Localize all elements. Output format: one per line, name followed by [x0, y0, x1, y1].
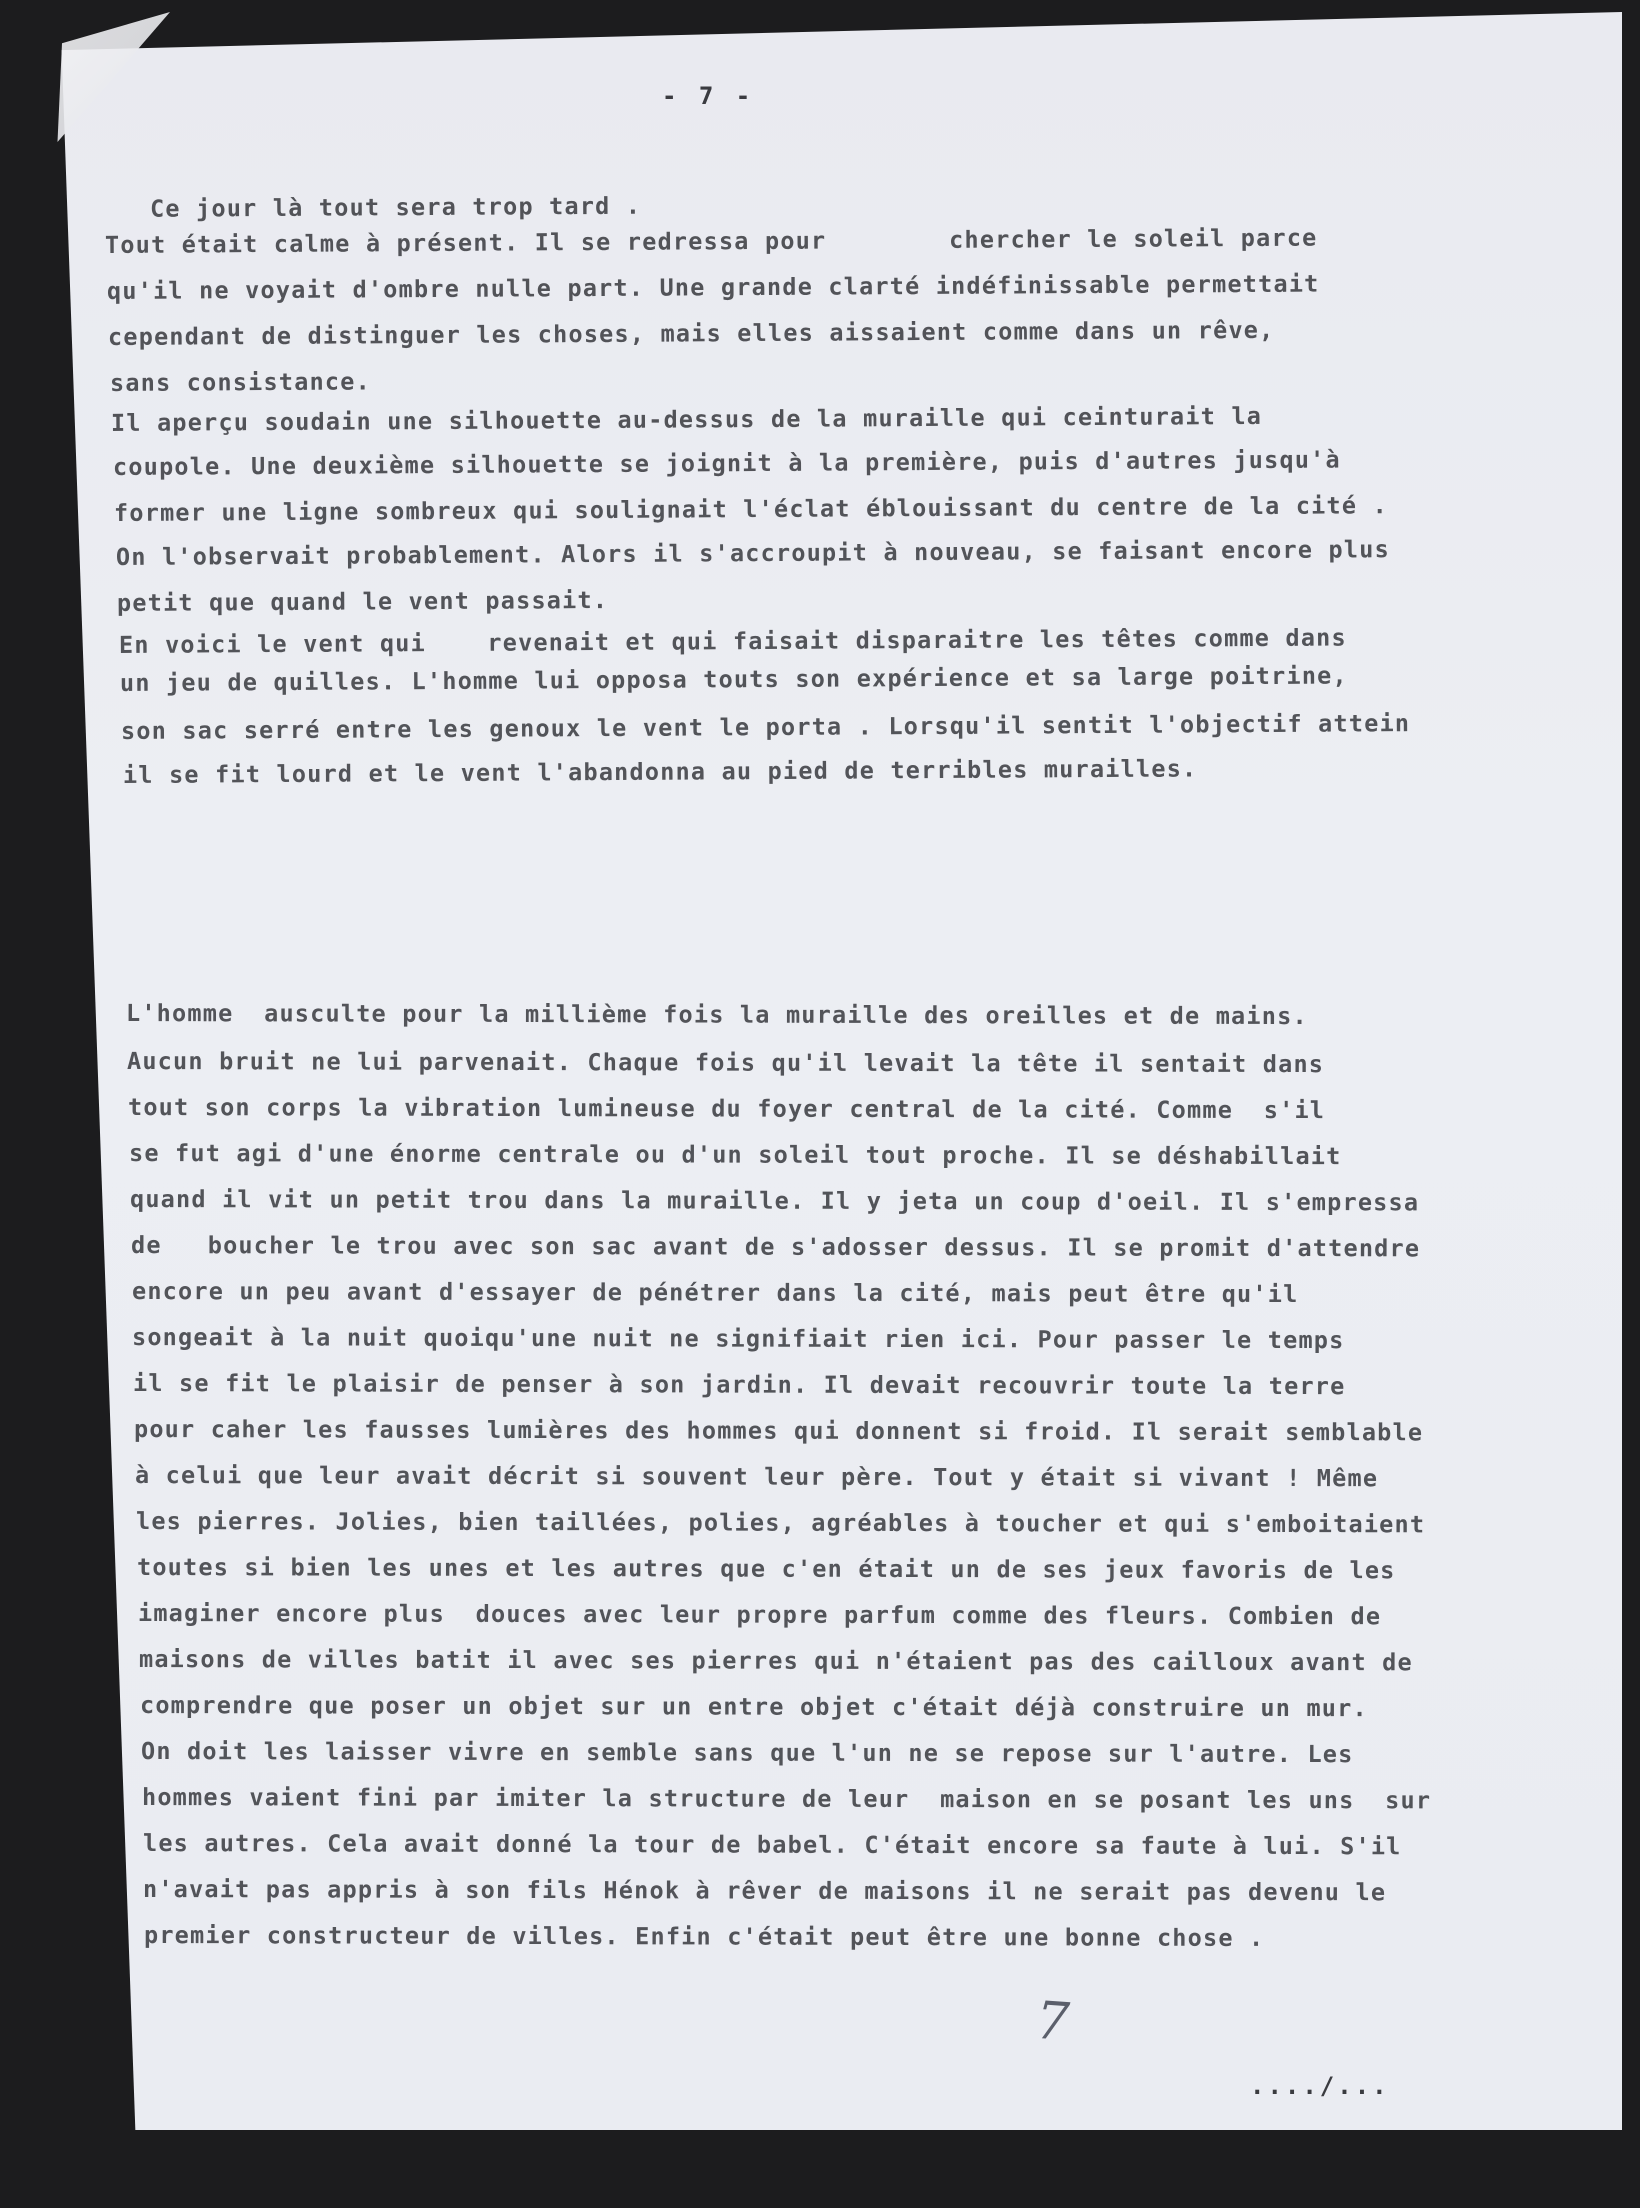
text-line: il se fit lourd et le vent l'abandonna au pied de terribles murailles.: [122, 754, 1198, 789]
text-line: imaginer encore plus douces avec leur propre parfum comme des fleurs. Combien de: [137, 1599, 1382, 1631]
text-line: hommes vaient fini par imiter la structure de leur maison en se posant les uns sur: [141, 1783, 1431, 1815]
text-line: On l'observait probablement. Alors il s'accroupit à nouveau, se faisant encore plus: [115, 535, 1390, 571]
text-line: comprendre que poser un objet sur un entre objet c'était déjà construire un mur.: [139, 1691, 1368, 1723]
text-line: Ce jour là tout sera trop tard .: [103, 191, 642, 223]
text-line: Tout était calme à présent. Il se redressa pour chercher le soleil parce: [105, 223, 1319, 259]
text-line: les autres. Cela avait donné la tour de babel. C'était encore sa faute à lui. S'il: [142, 1829, 1402, 1861]
text-line: coupole. Une deuxième silhouette se joignit à la première, puis d'autres jusqu'à: [112, 445, 1341, 481]
text-line: cependant de distinguer les choses, mais elles aissaient comme dans un rêve,: [108, 315, 1275, 351]
text-line: toutes si bien les unes et les autres que c'en était un de ses jeux favoris de les: [136, 1553, 1396, 1585]
text-line: On doit les laisser vivre en semble sans que l'un ne se repose sur l'autre. Les: [140, 1737, 1354, 1769]
handwritten-page-number: 7: [1033, 1990, 1072, 2054]
text-line: à celui que leur avait décrit si souvent leur père. Tout y était si vivant ! Même: [135, 1461, 1379, 1493]
text-line: encore un peu avant d'essayer de pénétrer dans la cité, mais peut être qu'il: [131, 1277, 1299, 1309]
text-line: sans consistance.: [109, 367, 371, 397]
continuation-mark: ..../...: [1250, 2072, 1390, 2100]
text-line: Aucun bruit ne lui parvenait. Chaque fois qu'il levait la tête il sentait dans: [126, 1047, 1325, 1079]
text-line: pour caher les fausses lumières des hommes qui donnent si froid. Il serait semblable: [134, 1415, 1424, 1447]
text-line: il se fit le plaisir de penser à son jardin. Il devait recouvrir toute la terre: [133, 1369, 1346, 1401]
text-line: quand il vit un petit trou dans la muraille. Il y jeta un coup d'oeil. Il s'empressa: [129, 1185, 1419, 1217]
text-line: les pierres. Jolies, bien taillées, polies, agréables à toucher et qui s'emboitaient: [136, 1507, 1426, 1539]
page-number: - 7 -: [662, 82, 755, 110]
text-line: L'homme ausculte pour la millième fois la muraille des oreilles et de mains.: [125, 999, 1308, 1031]
text-line: songeait à la nuit quoiqu'une nuit ne signifiait rien ici. Pour passer le temps: [132, 1323, 1345, 1355]
text-line: n'avait pas appris à son fils Hénok à rêver de maisons il ne serait pas devenu le: [143, 1875, 1387, 1907]
text-line: qu'il ne voyait d'ombre nulle part. Une grande clarté indéfinissable permettait: [106, 269, 1320, 305]
text-line: tout son corps la vibration lumineuse du foyer central de la cité. Comme s'il: [127, 1093, 1326, 1125]
text-line: En voici le vent qui revenait et qui faisait disparaitre les têtes comme dans: [118, 623, 1347, 659]
text-line: se fut agi d'une énorme centrale ou d'un soleil tout proche. Il se déshabillait: [128, 1139, 1342, 1171]
text-line: de boucher le trou avec son sac avant de s'adosser dessus. Il se promit d'attendre: [130, 1231, 1420, 1263]
text-line: premier constructeur de villes. Enfin c'était peut être une bonne chose .: [144, 1921, 1265, 1952]
text-line: un jeu de quilles. L'homme lui opposa touts son expérience et sa large poitrine,: [119, 661, 1348, 697]
text-line: son sac serré entre les genoux le vent le porta . Lorsqu'il sentit l'objectif attein: [121, 709, 1411, 745]
text-line: former une ligne sombreux qui soulignait l'éclat éblouissant du centre de la cité .: [114, 491, 1389, 527]
text-line: maisons de villes batit il avec ses pierres qui n'étaient pas des cailloux avant de: [138, 1645, 1413, 1677]
text-line: Il aperçu soudain une silhouette au-dessus de la muraille qui ceinturait la: [111, 401, 1263, 437]
text-line: petit que quand le vent passait.: [116, 586, 609, 617]
